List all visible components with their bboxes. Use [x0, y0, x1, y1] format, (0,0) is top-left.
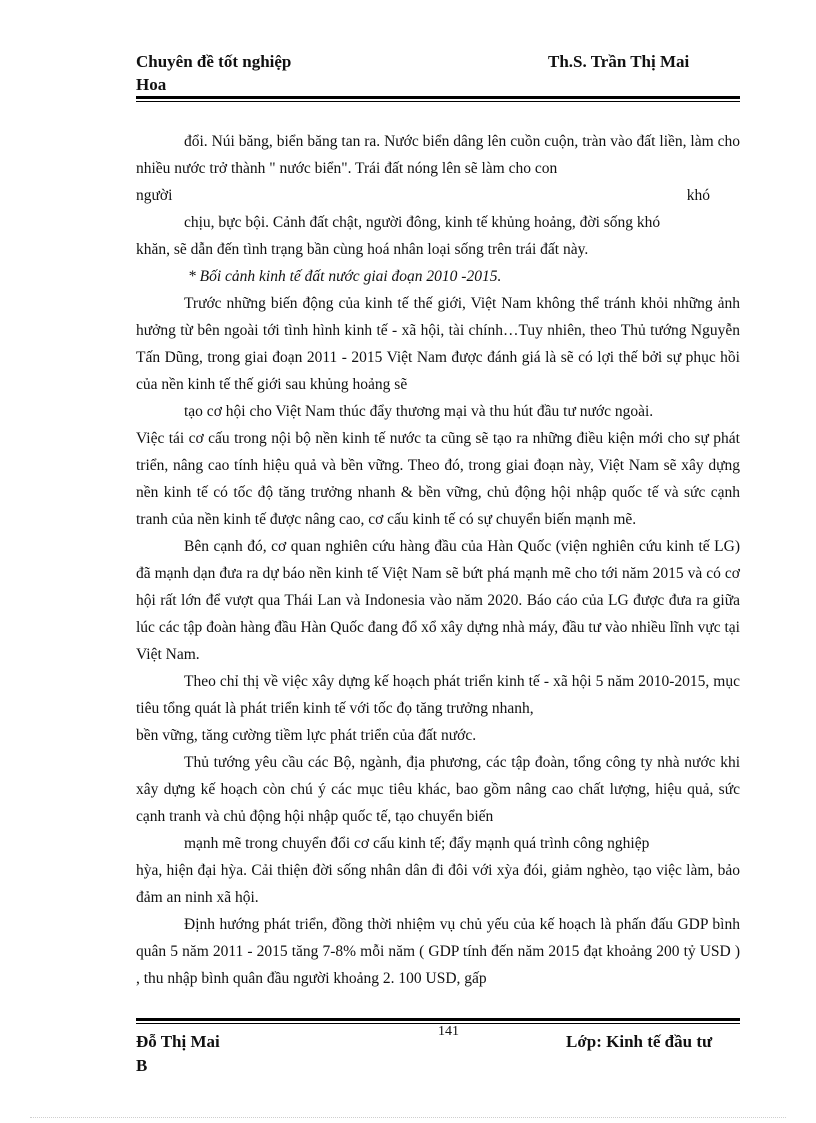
paragraph-2b-first: tạo cơ hội cho Việt Nam thúc đẩy thương mại và thu hút đầu tư nước ngoài. [184, 403, 654, 420]
paragraph-1b [136, 182, 740, 209]
header-left [136, 50, 291, 96]
paragraph-1b-left: người [136, 187, 173, 204]
paragraph-1c-first: chịu, bực bội. Cảnh đất chật, người đông, kinh tế khủng hoảng, đời sống khó [184, 214, 661, 231]
header-title: Chuyên đề tốt nghiệp [136, 52, 292, 71]
header-author: Th.S. Trần Thị Mai [548, 52, 690, 71]
paragraph-4c: Thủ tướng yêu cầu các Bộ, ngành, địa phương, các tập đoàn, tổng công ty nhà nước khi xây dựng kế hoạch còn chú ý các mục tiêu khác, bao gồm nâng cao chất lượng, hiệu quả, sức cạnh tranh và chủ động hội nhập quốc tế, tạo chuyển biến [136, 754, 740, 825]
paragraph-4a: Theo chỉ thị về việc xây dựng kế hoạch phát triển kinh tế - xã hội 5 năm 2010-2015, mục tiêu tổng quát là phát triển kinh tế với tốc đọ tăng trưởng nhanh, [136, 673, 740, 717]
page-number: 141 [438, 1024, 459, 1039]
header-rule-thick [136, 96, 740, 99]
paragraph-4d-first: mạnh mẽ trong chuyển đổi cơ cấu kinh tế; đẩy mạnh quá trình công nghiệp [184, 835, 650, 852]
footer-left [136, 1030, 220, 1078]
paragraph-4b: bền vững, tăng cường tiềm lực phát triển của đất nước. [136, 727, 477, 744]
paragraph-5: Định hướng phát triển, đồng thời nhiệm vụ chủ yếu của kế hoạch là phấn đấu GDP bình quân 5 năm 2011 - 2015 tăng 7-8% mỗi năm ( GDP tính đến năm 2015 đạt khoảng 200 tỷ USD ) , thu nhập bình quân đầu người khoảng 2. 100 USD, gấp [136, 916, 740, 987]
footer-class: Lớp: Kinh tế đầu tư [566, 1032, 713, 1051]
paragraph-1a: đổi. Núi băng, biển băng tan ra. Nước biển dâng lên cuồn cuộn, tràn vào đất liền, làm cho nhiều nước trở thành " nước biển". Trái đất nóng lên sẽ làm cho con [136, 133, 740, 177]
paragraph-1c-rest: khăn, sẽ dẫn đến tình trạng bần cùng hoá nhân loại sống trên trái đất này. [136, 241, 589, 258]
footer-rule-thick [136, 1018, 740, 1021]
paragraph-2a: Trước những biến động của kinh tế thế giới, Việt Nam không thể tránh khỏi những ảnh hưởng từ bên ngoài tới tình hình kinh tế - xã hội, tài chính…Tuy nhiên, theo Thủ tướng Nguyễn Tấn Dũng, trong giai đoạn 2011 - 2015 Việt Nam được đánh giá là sẽ có lợi thế bởi sự phục hồi của nền kinh tế thế giới sau khủng hoảng sẽ [136, 295, 740, 393]
page-edge-dotted [30, 1117, 786, 1118]
paragraph-4d-rest: hỳa, hiện đại hỳa. Cải thiện đời sống nhân dân đi đôi với xỳa đói, giảm nghèo, tạo việc làm, bảo đảm an ninh xã hội. [136, 862, 740, 906]
paragraph-3: Bên cạnh đó, cơ quan nghiên cứu hàng đầu của Hàn Quốc (viện nghiên cứu kinh tế LG) đã mạnh dạn đưa ra dự báo nền kinh tế Việt Nam sẽ bứt phá mạnh mẽ cho tới năm 2015 và có cơ hội rất lớn để vượt qua Thái Lan và Indonesia vào năm 2020. Báo cáo của LG được đưa ra giữa lúc các tập đoàn hàng đầu Hàn Quốc đang đổ xổ xây dựng nhà máy, đầu tư vào nhiều lĩnh vực tại Việt Nam. [136, 538, 740, 663]
section-heading: * Bối cảnh kinh tế đất nước giai đoạn 2010 -2015. [188, 268, 502, 285]
footer-author-cont: B [136, 1056, 148, 1075]
paragraph-1b-right: khó [686, 187, 710, 204]
footer-author: Đỗ Thị Mai [136, 1032, 220, 1051]
header-title-cont: Hoa [136, 75, 167, 94]
document-body [136, 128, 740, 992]
header-rule-thin [136, 101, 740, 102]
paragraph-2b-rest: Việc tái cơ cấu trong nội bộ nền kinh tế nước ta cũng sẽ tạo ra những điều kiện mới cho sự phát triển, nâng cao tính hiệu quả và bền vững. Theo đó, trong giai đoạn này, Việt Nam sẽ xây dựng nền kinh tế có tốc độ tăng trưởng nhanh & bền vững, chủ động hội nhập quốc tế và sức cạnh tranh của nền kinh tế được nâng cao, cơ cấu kinh tế có sự chuyển biến mạnh mẽ. [136, 430, 740, 528]
